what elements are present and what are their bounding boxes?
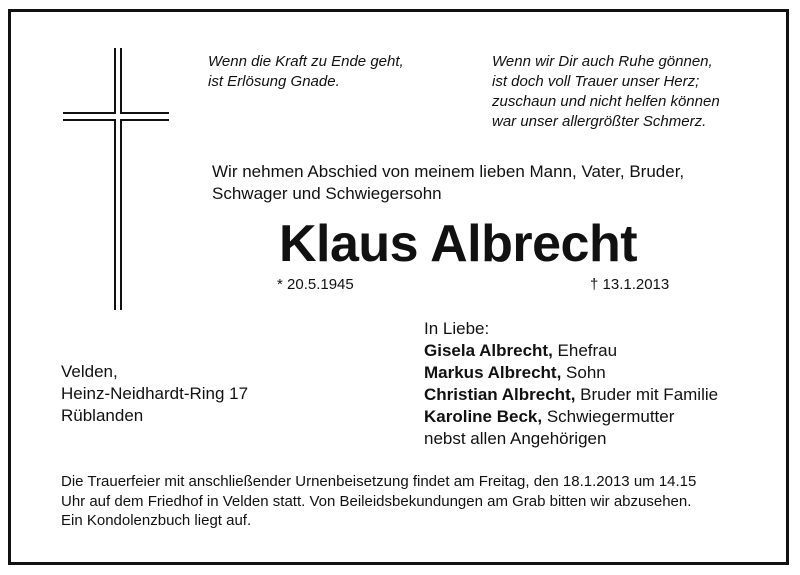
deceased-name: Klaus Albrecht [279, 215, 638, 273]
address-line: Rüblanden [61, 406, 144, 425]
mourner-name: Karoline Beck, [424, 407, 543, 426]
mourner-relation: Bruder mit Familie [575, 385, 719, 404]
farewell-intro [212, 161, 684, 205]
mourner-entry [424, 406, 718, 428]
verse-right [492, 52, 720, 132]
cross-vertical-beam [114, 48, 122, 310]
cross-joint-fill [116, 112, 120, 121]
verse-line: Wenn die Kraft zu Ende geht, [208, 53, 404, 70]
footer-line: Die Trauerfeier mit anschließender Urnenbeisetzung findet am Freitag, den 18.1.2013 um 14.15 [61, 473, 697, 490]
mourners-closing: nebst allen Angehörigen [424, 429, 607, 448]
mourner-name: Markus Albrecht, [424, 363, 562, 382]
verse-line: war unser allergrößter Schmerz. [492, 113, 707, 130]
mourners-intro: In Liebe: [424, 319, 490, 338]
mourner-entry [424, 384, 718, 406]
address-block [61, 361, 248, 427]
funeral-details [61, 472, 696, 531]
mourner-name: Christian Albrecht, [424, 385, 576, 404]
birth-date: * 20.5.1945 [277, 276, 354, 293]
verse-line: zuschaun und nicht helfen können [492, 93, 720, 110]
mourner-relation: Sohn [561, 363, 606, 382]
footer-line: Ein Kondolenzbuch liegt auf. [61, 512, 252, 529]
intro-line: Schwager und Schwiegersohn [212, 184, 442, 203]
address-line: Heinz-Neidhardt-Ring 17 [61, 384, 249, 403]
mourner-entry [424, 362, 718, 384]
mourners-block [424, 318, 718, 450]
verse-line: ist Erlösung Gnade. [208, 73, 340, 90]
mourner-entry [424, 340, 718, 362]
obituary-notice [8, 9, 789, 565]
verse-line: Wenn wir Dir auch Ruhe gönnen, [492, 53, 713, 70]
footer-line: Uhr auf dem Friedhof in Velden statt. Von Beileidsbekundungen am Grab bitten wir abzusehen. [61, 492, 692, 510]
verse-left [208, 52, 404, 92]
death-date: † 13.1.2013 [590, 276, 670, 293]
address-line: Velden, [61, 362, 118, 381]
mourner-relation: Ehefrau [552, 341, 618, 360]
mourner-name: Gisela Albrecht, [424, 341, 553, 360]
intro-line: Wir nehmen Abschied von meinem lieben Mann, Vater, Bruder, [212, 162, 685, 181]
mourner-relation: Schwiegermutter [542, 407, 675, 426]
verse-line: ist doch voll Trauer unser Herz; [492, 73, 700, 90]
